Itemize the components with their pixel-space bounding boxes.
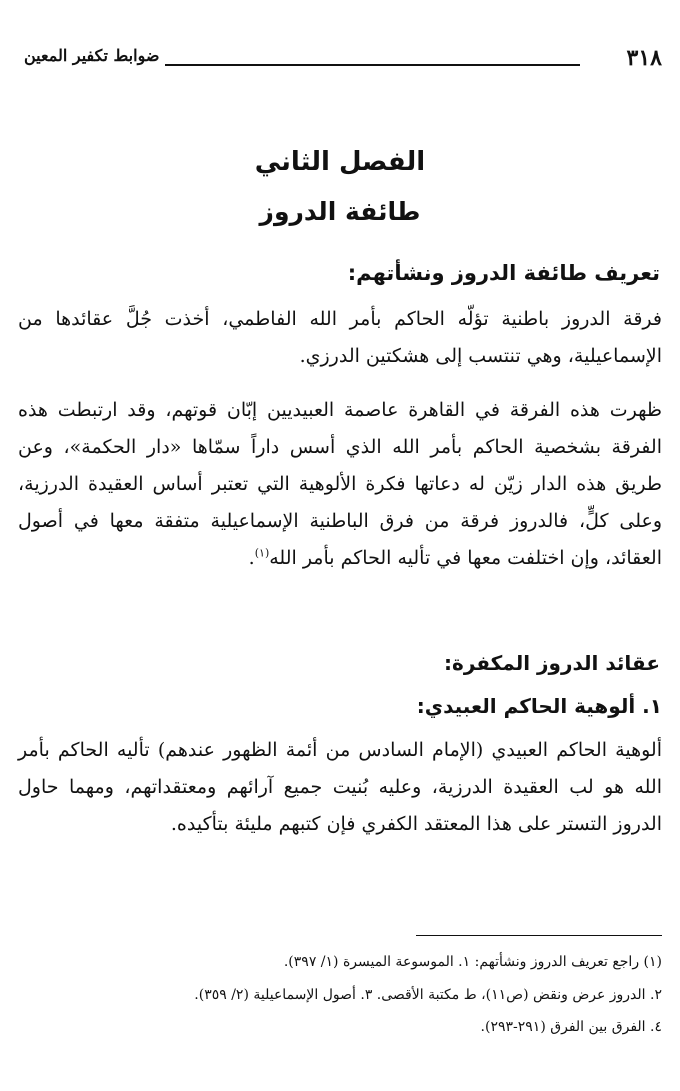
footnote-3: ٤. الفرق بين الفرق (٢٩١-٢٩٣). [480, 1019, 662, 1035]
paragraph-history-text: ظهرت هذه الفرقة في القاهرة عاصمة العبيديين إبّان قوتهم، وقد ارتبطت هذه الفرقة بشخصية الحاكم بأمر الله الذي أسس داراً سمّاها «دار الحكمة»، وعن طريق هذه الدار زيّن له دعاتها فكرة الألوهية التي تعتبر أساس العقيدة الدرزية، وعلى كلٍّ، فالدروز فرقة من فرق الباطنية الإسماعيلية متفقة معها في أصول العقائد، وإن اختلفت معها في تأليه الحاكم بأمر الله [18, 399, 662, 569]
chapter-subtitle: طائفة الدروز [259, 197, 421, 226]
paragraph-divinity: ألوهية الحاكم العبيدي (الإمام السادس من أئمة الظهور عندهم) تأليه الحاكم بأمر الله هو لب العقيدة الدرزية، وعليه بُنيت جميع آرائهم ومعتقداتهم، ومهما حاول الدروز التستر على هذا المعتقد الكفري فإن كتبهم مليئة بتأكيده. [18, 739, 662, 835]
running-title: ضوابط تكفير المعين [18, 46, 165, 66]
footnote-1: (١) راجع تعريف الدروز ونشأتهم: ١. الموسوعة الميسرة (١/ ٣٩٧). [283, 954, 662, 970]
subsection-heading-divinity: ١. ألوهية الحاكم العبيدي: [416, 694, 662, 718]
footnote-2: ٢. الدروز عرض ونقض (ص١١)، ط مكتبة الأقصى. ٣. أصول الإسماعيلية (٢/ ٣٥٩). [194, 987, 662, 1003]
footnote-reference: (١) [254, 546, 270, 560]
section-heading-definition: تعريف طائفة الدروز ونشأتهم: [347, 261, 660, 285]
paragraph-definition: فرقة الدروز باطنية تؤلّه الحاكم بأمر الله الفاطمي، أخذت جُلَّ عقائدها من الإسماعيلية، وهي تنتسب إلى هشكتين الدرزي. [18, 308, 662, 367]
paragraph-history [18, 392, 662, 577]
section-heading-beliefs: عقائد الدروز المكفرة: [444, 651, 660, 675]
page-header [18, 46, 662, 78]
paragraph-history-end: . [248, 547, 255, 569]
page-number: ٣١٨ [626, 45, 662, 71]
footnote-divider [416, 935, 662, 936]
chapter-title: الفصل الثاني [254, 147, 426, 177]
